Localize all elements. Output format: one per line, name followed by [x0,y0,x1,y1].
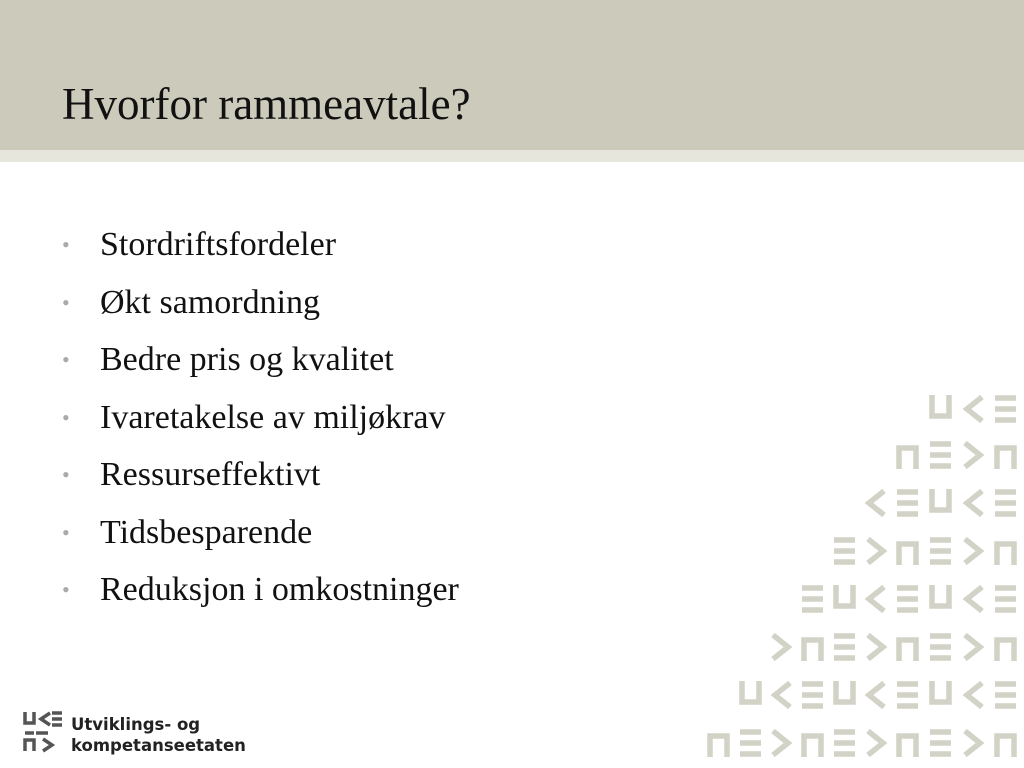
organization-name [71,714,246,756]
bullet-dot-icon: • [62,404,70,430]
bullet-text: Ivaretakelse av miljøkrav [100,398,446,436]
organization-name-line1: Utviklings- og [71,715,201,734]
title-band-strip [0,150,1024,162]
bullet-dot-icon: • [62,289,70,315]
bullet-text: Reduksjon i omkostninger [100,571,459,608]
organization-name-line2: kompetanseetaten [71,736,246,755]
bullet-text: Bedre pris og kvalitet [100,341,394,378]
bullet-text: Økt samordning [100,283,321,321]
bullet-dot-icon: • [62,347,70,372]
bullet-dot-icon: • [62,462,70,487]
bullet-text: Ressurseffektivt [100,456,321,493]
bullet-text: Tidsbesparende [100,513,313,551]
bullet-dot-icon: • [62,577,70,602]
uke-pattern-icon [700,390,1024,768]
bullet-text: Stordriftsfordeler [100,226,337,263]
bullet-dot-icon: • [62,232,70,257]
slide-title: Hvorfor rammeavtale? [62,79,471,129]
uke-logo-icon [22,711,62,753]
bullet-dot-icon: • [62,519,70,545]
